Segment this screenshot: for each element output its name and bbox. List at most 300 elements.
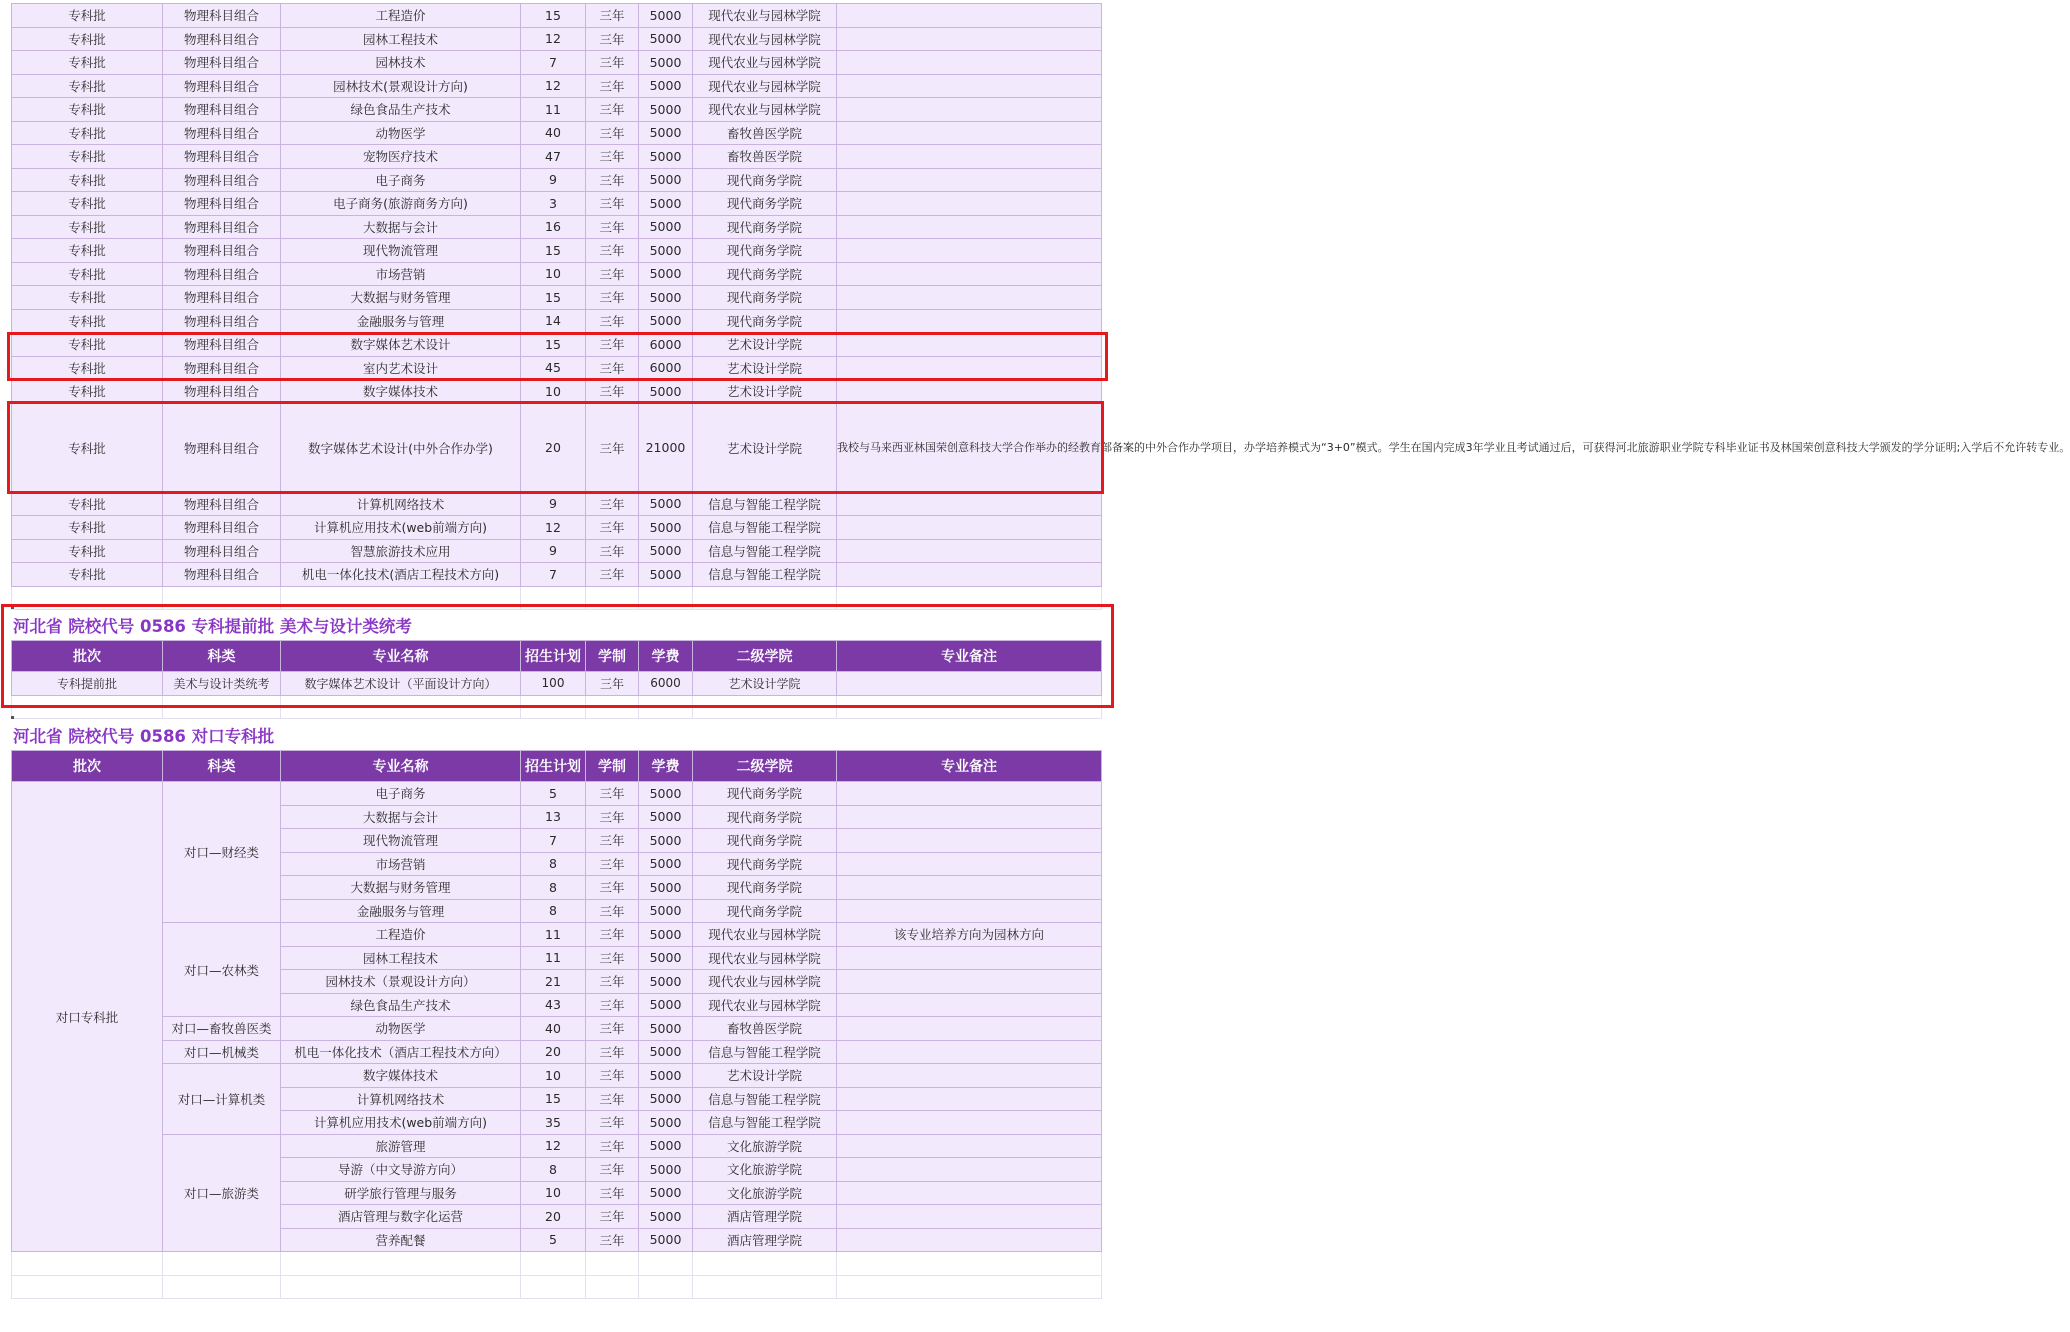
column-header: 专业备注 [837,751,1102,782]
table-cell: 9 [521,168,586,192]
table-cell [837,1064,1102,1088]
table-cell: 三年 [586,539,639,563]
table-cell: 三年 [586,923,639,947]
table-cell: 专科批 [12,403,163,492]
table-cell: 10 [521,1181,586,1205]
table-cell: 现代农业与园林学院 [693,970,837,994]
table-cell: 5000 [639,121,693,145]
table-row [12,74,1102,98]
table-cell: 5000 [639,1134,693,1158]
empty-cell [639,1275,693,1299]
column-header: 学制 [586,751,639,782]
table-cell: 5000 [639,380,693,404]
table-cell: 宠物医疗技术 [281,145,521,169]
table-cell: 15 [521,239,586,263]
empty-cell [586,695,639,719]
table-cell: 5000 [639,1111,693,1135]
table-cell: 8 [521,876,586,900]
empty-cell [586,1252,639,1276]
column-header: 招生计划 [521,751,586,782]
table-cell: 专科批 [12,98,163,122]
empty-cell [521,695,586,719]
table-cell: 现代物流管理 [281,829,521,853]
table-cell: 信息与智能工程学院 [693,1111,837,1135]
table-cell: 信息与智能工程学院 [693,516,837,540]
column-header: 二级学院 [693,641,837,672]
table-cell: 5000 [639,1205,693,1229]
table-cell: 物理科目组合 [163,74,281,98]
table-cell: 专科批 [12,192,163,216]
table-cell: 5000 [639,782,693,806]
table-cell: 5000 [639,1017,693,1041]
table-row [12,192,1102,216]
table-cell: 三年 [586,1087,639,1111]
empty-cell [639,586,693,610]
table-row [12,262,1102,286]
table-cell: 专科批 [12,492,163,516]
blank-row [12,1252,1102,1276]
table-row [12,168,1102,192]
empty-cell [693,586,837,610]
table-cell [837,1040,1102,1064]
table-row [12,782,1102,806]
column-header: 专业名称 [281,641,521,672]
table-cell: 三年 [586,970,639,994]
table-cell [837,168,1102,192]
table-cell [837,946,1102,970]
empty-cell [639,1252,693,1276]
table-cell [837,121,1102,145]
table-cell: 园林技术（景观设计方向） [281,970,521,994]
table-row [12,516,1102,540]
empty-cell [12,586,163,610]
table-cell: 12 [521,516,586,540]
empty-cell [12,1275,163,1299]
table-cell: 现代农业与园林学院 [693,993,837,1017]
empty-cell [693,1275,837,1299]
table-cell: 45 [521,356,586,380]
table-cell: 物理科目组合 [163,492,281,516]
table-cell: 现代商务学院 [693,262,837,286]
table-cell: 三年 [586,672,639,696]
table-cell: 文化旅游学院 [693,1181,837,1205]
table-cell: 园林技术(景观设计方向) [281,74,521,98]
table-cell: 数字媒体艺术设计（平面设计方向） [281,672,521,696]
table-cell: 13 [521,805,586,829]
table-cell: 专科批 [12,516,163,540]
table-cell: 47 [521,145,586,169]
table-cell: 11 [521,923,586,947]
table-cell: 7 [521,51,586,75]
table-cell [837,852,1102,876]
table-cell: 工程造价 [281,4,521,28]
table-cell: 11 [521,946,586,970]
table-cell: 11 [521,98,586,122]
table-cell: 文化旅游学院 [693,1158,837,1182]
table-cell: 智慧旅游技术应用 [281,539,521,563]
table-cell [837,4,1102,28]
table-cell: 三年 [586,192,639,216]
table-cell: 物理科目组合 [163,356,281,380]
table-cell: 研学旅行管理与服务 [281,1181,521,1205]
table-row [12,1064,1102,1088]
category-cell: 对口—机械类 [163,1040,281,1064]
table-cell: 文化旅游学院 [693,1134,837,1158]
table-cell [837,899,1102,923]
table-cell: 信息与智能工程学院 [693,1040,837,1064]
table-row [12,51,1102,75]
table-header-row [12,751,1102,782]
table-cell: 艺术设计学院 [693,1064,837,1088]
table-cell: 7 [521,829,586,853]
table-cell [837,1205,1102,1229]
table-cell: 计算机应用技术(web前端方向) [281,1111,521,1135]
table-cell: 5000 [639,516,693,540]
table-cell: 12 [521,1134,586,1158]
table-cell: 5000 [639,215,693,239]
table-cell: 5000 [639,1228,693,1252]
category-cell: 对口—财经类 [163,782,281,923]
table-cell: 物理科目组合 [163,192,281,216]
table-cell: 6000 [639,672,693,696]
table-cell: 6000 [639,333,693,357]
table-cell: 物理科目组合 [163,215,281,239]
table-cell: 12 [521,74,586,98]
table-cell: 园林技术 [281,51,521,75]
table-cell: 专科批 [12,262,163,286]
table-cell: 5000 [639,74,693,98]
empty-cell [12,695,163,719]
table-cell: 物理科目组合 [163,563,281,587]
table-cell: 现代商务学院 [693,899,837,923]
table-cell: 现代农业与园林学院 [693,74,837,98]
table-cell: 8 [521,1158,586,1182]
table-cell: 大数据与财务管理 [281,286,521,310]
table-cell: 现代商务学院 [693,192,837,216]
table-row [12,923,1102,947]
table-cell: 物理科目组合 [163,51,281,75]
table-cell: 畜牧兽医学院 [693,1017,837,1041]
table-cell: 5000 [639,309,693,333]
table-cell: 5000 [639,1064,693,1088]
empty-cell [281,1275,521,1299]
table-cell: 21 [521,970,586,994]
blank-row [12,586,1102,610]
table-cell: 畜牧兽医学院 [693,121,837,145]
column-header: 科类 [163,751,281,782]
table-cell: 7 [521,563,586,587]
table-cell: 信息与智能工程学院 [693,563,837,587]
table-cell: 三年 [586,74,639,98]
table-cell: 三年 [586,805,639,829]
table-cell: 大数据与会计 [281,805,521,829]
table-cell: 市场营销 [281,262,521,286]
table-cell: 5000 [639,993,693,1017]
table-cell: 物理科目组合 [163,98,281,122]
table-cell: 现代商务学院 [693,239,837,263]
table-cell: 三年 [586,782,639,806]
table-header-row [12,641,1102,672]
table-cell: 酒店管理学院 [693,1205,837,1229]
table-cell: 三年 [586,876,639,900]
table-cell: 绿色食品生产技术 [281,98,521,122]
table-cell: 5 [521,782,586,806]
table-row [12,309,1102,333]
blank-row [12,1275,1102,1299]
table-cell: 5000 [639,876,693,900]
table-cell: 现代物流管理 [281,239,521,263]
table-cell: 5000 [639,492,693,516]
table-cell: 43 [521,993,586,1017]
table-cell: 专科批 [12,563,163,587]
table-cell: 5000 [639,4,693,28]
table-cell: 金融服务与管理 [281,899,521,923]
table-cell: 专科批 [12,380,163,404]
empty-cell [639,695,693,719]
table-row [12,380,1102,404]
table-cell: 5000 [639,805,693,829]
table-cell [837,380,1102,404]
table-cell [837,262,1102,286]
table-cell: 物理科目组合 [163,309,281,333]
table-cell: 三年 [586,993,639,1017]
table-cell: 9 [521,539,586,563]
category-cell: 对口—畜牧兽医类 [163,1017,281,1041]
table-cell: 5000 [639,1158,693,1182]
empty-cell [586,1275,639,1299]
table-cell: 现代农业与园林学院 [693,946,837,970]
table-cell: 三年 [586,403,639,492]
table-cell: 数字媒体技术 [281,380,521,404]
category-cell: 对口—计算机类 [163,1064,281,1135]
table-cell: 5000 [639,239,693,263]
table-cell: 物理科目组合 [163,4,281,28]
empty-cell [586,586,639,610]
table-cell: 三年 [586,98,639,122]
table-cell: 三年 [586,356,639,380]
column-header: 招生计划 [521,641,586,672]
table-cell [837,782,1102,806]
column-header: 科类 [163,641,281,672]
table-cell: 畜牧兽医学院 [693,145,837,169]
table-cell: 专科提前批 [12,672,163,696]
table-cell: 物理科目组合 [163,333,281,357]
table-cell: 酒店管理学院 [693,1228,837,1252]
table-cell: 物理科目组合 [163,516,281,540]
table-cell [837,145,1102,169]
table-cell [837,1017,1102,1041]
table-cell: 现代农业与园林学院 [693,51,837,75]
table-cell: 现代商务学院 [693,829,837,853]
table-cell: 信息与智能工程学院 [693,539,837,563]
table-cell: 现代商务学院 [693,876,837,900]
table-cell: 三年 [586,1181,639,1205]
empty-cell [693,695,837,719]
table-cell: 专科批 [12,51,163,75]
table-cell: 物理科目组合 [163,403,281,492]
table-cell: 物理科目组合 [163,168,281,192]
table-cell: 现代商务学院 [693,309,837,333]
table-cell: 室内艺术设计 [281,356,521,380]
table-cell [837,970,1102,994]
empty-cell [163,695,281,719]
table-cell: 酒店管理与数字化运营 [281,1205,521,1229]
table-cell: 10 [521,380,586,404]
table-cell: 工程造价 [281,923,521,947]
table-cell: 10 [521,1064,586,1088]
table-cell: 物理科目组合 [163,286,281,310]
table-cell: 20 [521,1205,586,1229]
table-cell: 现代商务学院 [693,782,837,806]
empty-cell [837,586,1102,610]
table-cell: 专科批 [12,239,163,263]
table-row [12,1040,1102,1064]
table-cell [837,563,1102,587]
table-cell: 三年 [586,829,639,853]
table-cell: 21000 [639,403,693,492]
table-cell: 电子商务 [281,168,521,192]
table-cell: 三年 [586,380,639,404]
table-cell: 8 [521,852,586,876]
table-cell: 三年 [586,563,639,587]
table-cell: 数字媒体技术 [281,1064,521,1088]
column-header: 学费 [639,641,693,672]
table-cell: 数字媒体艺术设计(中外合作办学) [281,403,521,492]
table-cell: 三年 [586,262,639,286]
column-header: 学制 [586,641,639,672]
table-cell [837,539,1102,563]
table-cell [837,1228,1102,1252]
table-row [12,672,1102,696]
table-cell [837,74,1102,98]
table-cell: 我校与马来西亚林国荣创意科技大学合作举办的经教育部备案的中外合作办学项目，办学培养模式为“3+0”模式。学生在国内完成3年学业且考试通过后，可获得河北旅游职业学院专科毕业证书及林国荣创意科技大学颁发的学分证明;入学后不允许转专业。 [837,403,1102,492]
table-cell: 营养配餐 [281,1228,521,1252]
table-row [12,145,1102,169]
table-cell: 5000 [639,98,693,122]
table-cell: 现代商务学院 [693,286,837,310]
column-header: 专业备注 [837,641,1102,672]
table-cell: 物理科目组合 [163,539,281,563]
table-cell: 物理科目组合 [163,145,281,169]
table-cell: 导游（中文导游方向） [281,1158,521,1182]
table-cell: 5000 [639,145,693,169]
table-cell [837,356,1102,380]
table-cell [837,829,1102,853]
table-cell: 专科批 [12,356,163,380]
table-cell: 5 [521,1228,586,1252]
table-cell: 专科批 [12,4,163,28]
table-cell: 现代商务学院 [693,168,837,192]
table-cell: 现代商务学院 [693,215,837,239]
table-cell: 数字媒体艺术设计 [281,333,521,357]
table-cell: 计算机网络技术 [281,492,521,516]
blank-row [12,695,1102,719]
table-cell: 15 [521,286,586,310]
table-cell: 三年 [586,286,639,310]
table-cell: 专科批 [12,215,163,239]
table-cell: 三年 [586,852,639,876]
table-cell: 35 [521,1111,586,1135]
table-cell [837,1087,1102,1111]
table-cell: 旅游管理 [281,1134,521,1158]
table-row [12,215,1102,239]
empty-cell [837,695,1102,719]
table-cell: 物理科目组合 [163,380,281,404]
table-cell: 信息与智能工程学院 [693,492,837,516]
table-cell: 5000 [639,946,693,970]
table-cell: 物理科目组合 [163,262,281,286]
table-cell: 15 [521,4,586,28]
table-cell [837,333,1102,357]
table-cell: 三年 [586,1228,639,1252]
empty-cell [281,586,521,610]
table-cell: 5000 [639,539,693,563]
table-cell: 物理科目组合 [163,239,281,263]
table-cell [837,215,1102,239]
table-cell: 8 [521,899,586,923]
table-cell: 该专业培养方向为园林方向 [837,923,1102,947]
table-row [12,1017,1102,1041]
table-cell: 5000 [639,923,693,947]
table-cell: 市场营销 [281,852,521,876]
table-row [12,98,1102,122]
table-cell: 信息与智能工程学院 [693,1087,837,1111]
section-title-tiqian: 河北省 院校代号 0586 专科提前批 美术与设计类统考 [13,617,412,636]
table-cell: 动物医学 [281,1017,521,1041]
table-cell [837,672,1102,696]
table-cell: 5000 [639,286,693,310]
table-cell: 三年 [586,1111,639,1135]
table-cell [837,98,1102,122]
table-cell: 专科批 [12,27,163,51]
table-cell: 动物医学 [281,121,521,145]
table-row [12,403,1102,492]
table-cell: 美术与设计类统考 [163,672,281,696]
table-cell: 大数据与财务管理 [281,876,521,900]
table-cell: 三年 [586,1134,639,1158]
table-row [12,27,1102,51]
table-cell: 三年 [586,27,639,51]
section-title-duikou: 河北省 院校代号 0586 对口专科批 [13,727,275,746]
table-cell: 现代商务学院 [693,805,837,829]
table-cell: 10 [521,262,586,286]
table-cell: 40 [521,121,586,145]
table-cell: 三年 [586,239,639,263]
table-cell: 12 [521,27,586,51]
table-cell: 艺术设计学院 [693,333,837,357]
column-header: 二级学院 [693,751,837,782]
table-cell [837,1181,1102,1205]
table-cell [837,51,1102,75]
table-cell: 计算机网络技术 [281,1087,521,1111]
table-row [12,333,1102,357]
table-cell: 三年 [586,168,639,192]
table-cell: 现代农业与园林学院 [693,923,837,947]
table-cell: 三年 [586,516,639,540]
empty-cell [163,1252,281,1276]
table-cell: 艺术设计学院 [693,356,837,380]
table-cell: 15 [521,1087,586,1111]
table-cell: 15 [521,333,586,357]
empty-cell [837,1252,1102,1276]
table-cell: 物理科目组合 [163,27,281,51]
column-header: 批次 [12,751,163,782]
table-cell: 5000 [639,1087,693,1111]
table-cell: 三年 [586,1064,639,1088]
corner-mark [11,716,14,719]
table-cell: 现代商务学院 [693,852,837,876]
table-cell [837,309,1102,333]
